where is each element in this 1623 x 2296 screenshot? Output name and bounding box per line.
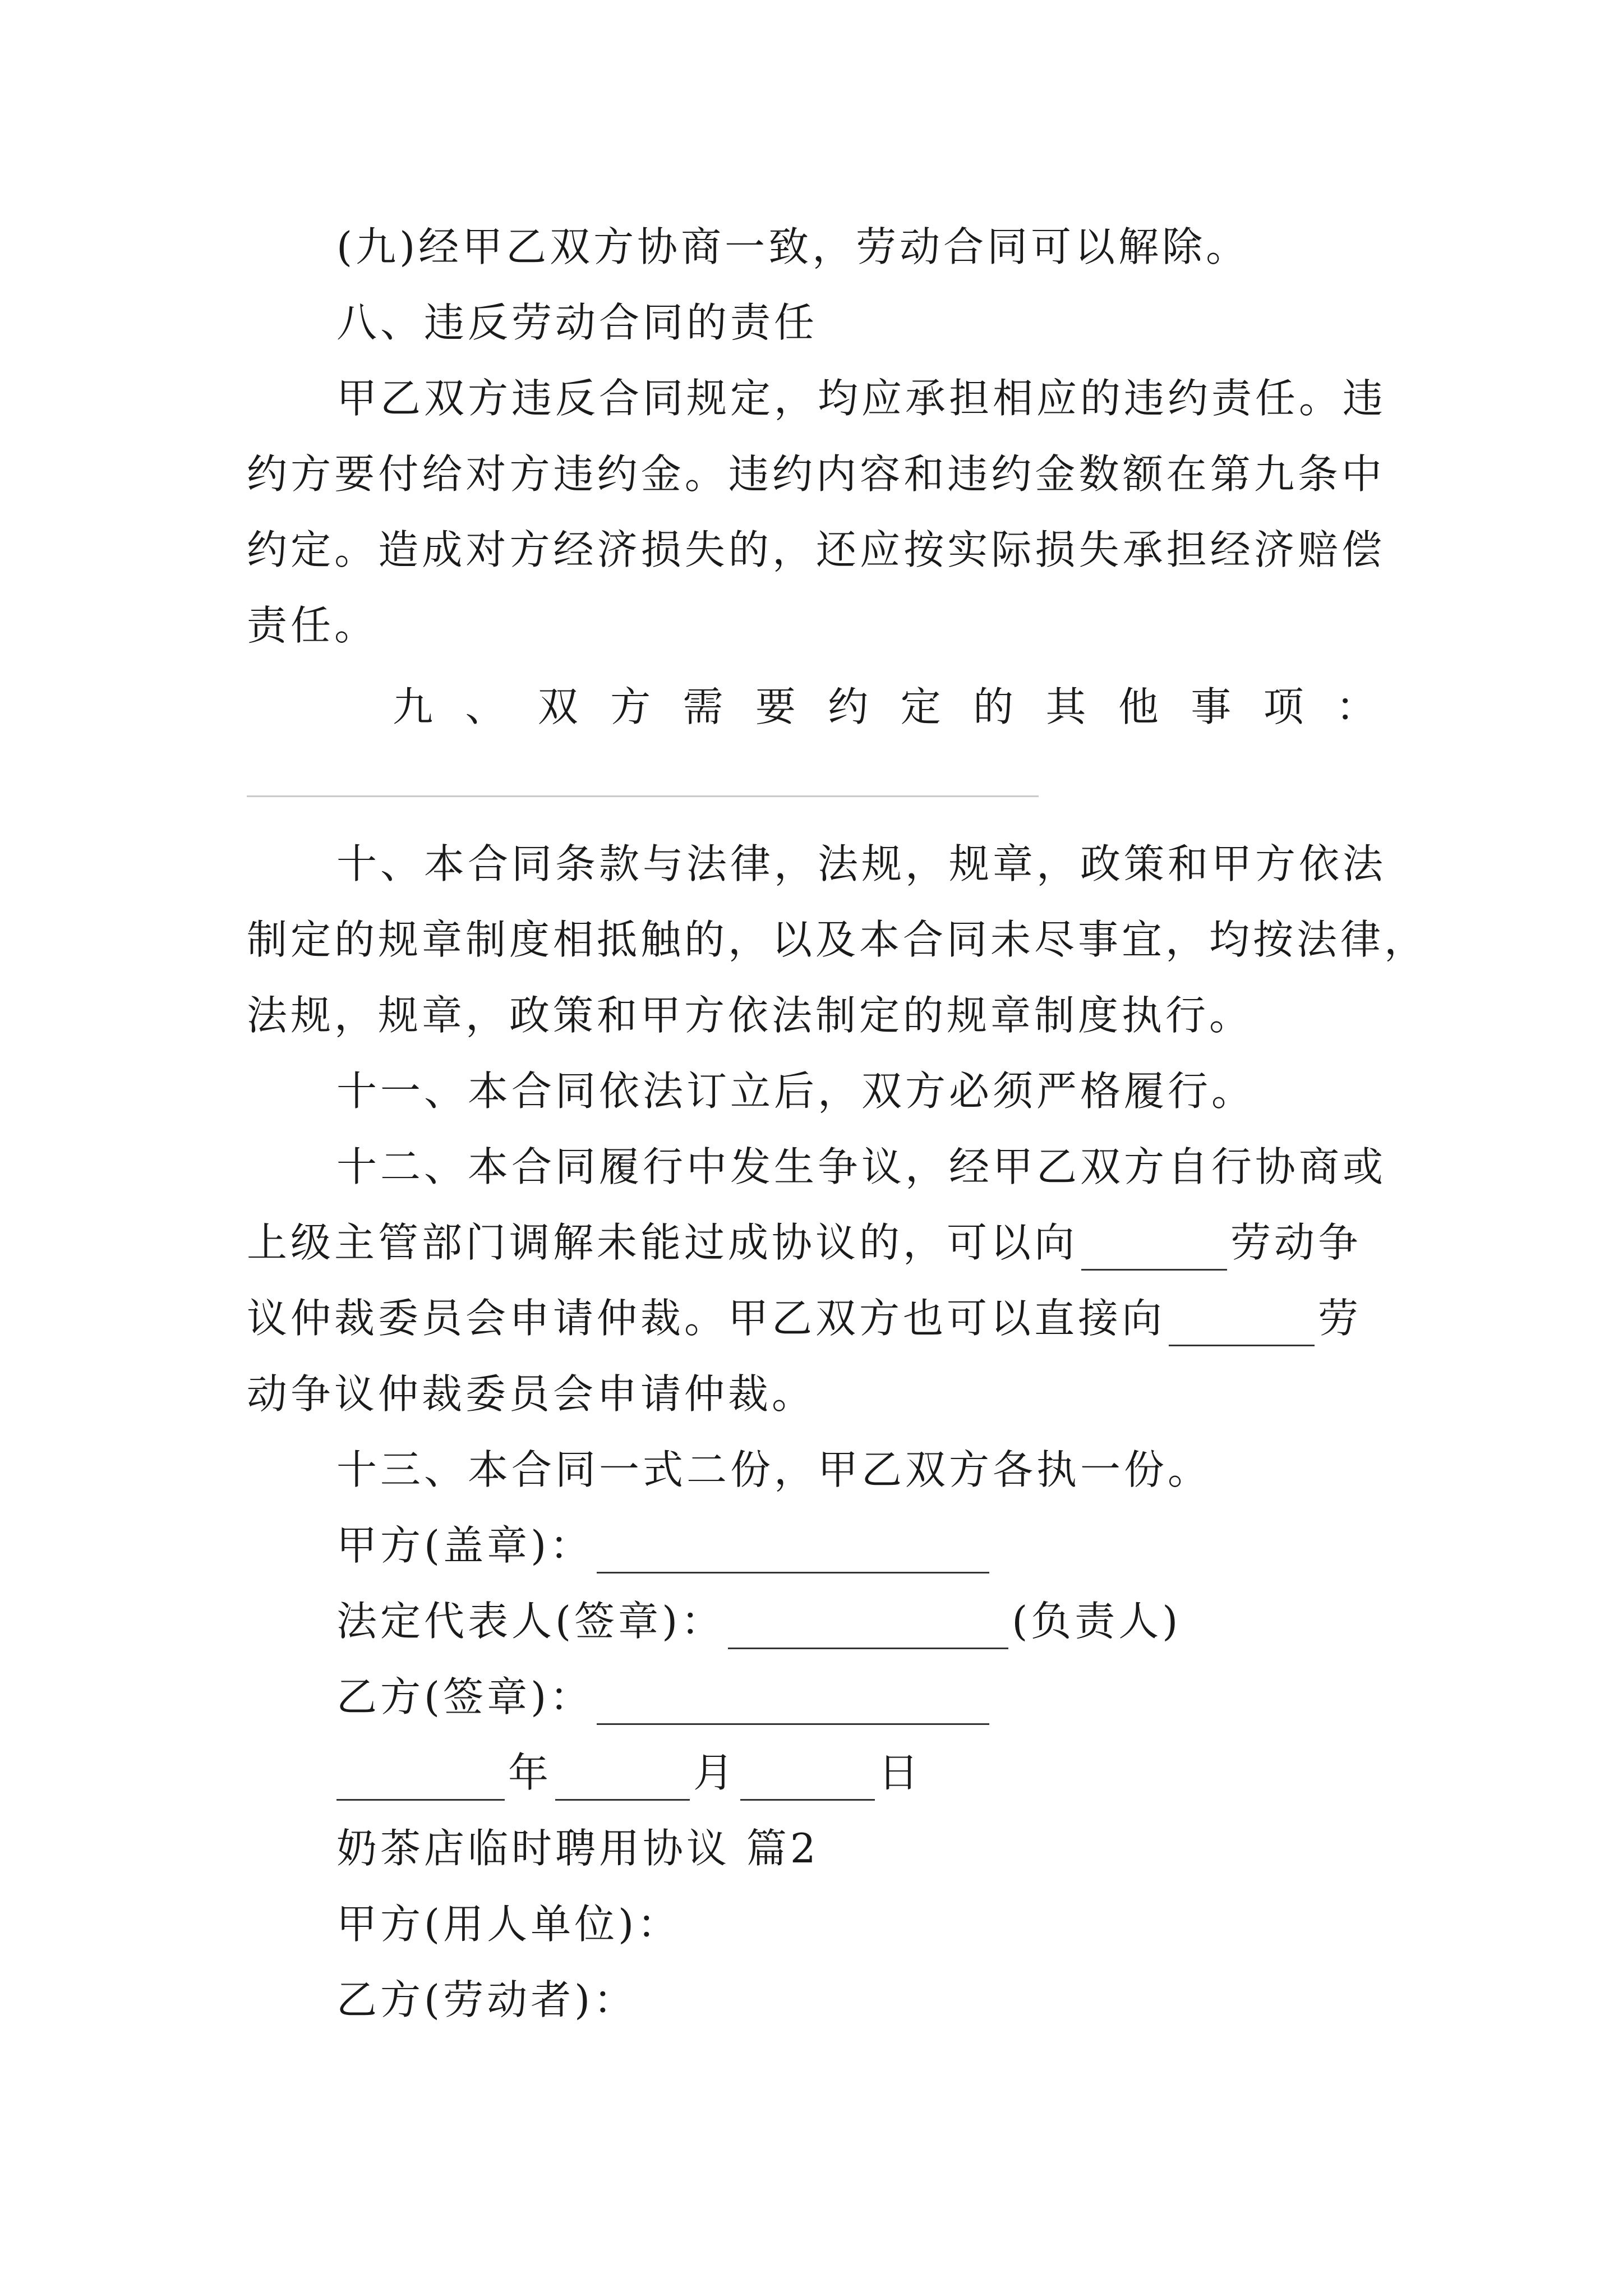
- day-label: 日: [878, 1749, 923, 1796]
- section-8-heading: 八、违反劳动合同的责任: [336, 299, 818, 346]
- paragraph-line: 法规，规章，政策和甲方依法制定的规章制度执行。: [247, 992, 1253, 1039]
- paragraph-line: [247, 1214, 1385, 1271]
- month-label: 月: [693, 1749, 737, 1796]
- blank-fill-rule: [247, 795, 1039, 797]
- paragraph-line: 责任。: [247, 602, 379, 649]
- paragraph-line: 十二、本合同履行中发生争议，经甲乙双方自行协商或: [336, 1143, 1387, 1190]
- signature-blank: [728, 1611, 1008, 1649]
- paragraph-line: 制定的规章制度相抵触的，以及本合同未尽事宜，均按法律，: [247, 916, 1428, 963]
- legal-rep-label: 法定代表人(签章)：: [336, 1598, 725, 1645]
- party-a-label: 甲方(盖章)：: [336, 1522, 594, 1569]
- paragraph-line: 动争议仲裁委员会申请仲裁。: [247, 1370, 816, 1418]
- party-b-label: 乙方(签章)：: [336, 1673, 594, 1720]
- year-label: 年: [508, 1749, 552, 1796]
- section-11: 十一、本合同依法订立后，双方必须严格履行。: [336, 1068, 1256, 1115]
- text-segment: 议仲裁委员会申请仲裁。甲乙双方也可以直接向: [247, 1295, 1166, 1342]
- month-blank: [555, 1762, 690, 1801]
- signature-blank: [597, 1535, 989, 1573]
- party-b-sign-line: [336, 1669, 1385, 1725]
- paragraph-line: 约方要付给对方违约金。违约内容和违约金数额在第九条中: [247, 450, 1385, 498]
- section-13: 十三、本合同一式二份，甲乙双方各执一份。: [336, 1446, 1212, 1493]
- date-line: [336, 1745, 1385, 1801]
- paragraph-line: 甲乙双方违反合同规定，均应承担相应的违约责任。违: [336, 375, 1387, 422]
- agreement-2-title: 奶茶店临时聘用协议 篇2: [336, 1825, 819, 1872]
- blank-field: [1081, 1232, 1227, 1271]
- party-b-worker: 乙方(劳动者)：: [336, 1976, 638, 2023]
- text-segment: 劳动争: [1230, 1219, 1362, 1266]
- paragraph-line: [247, 1290, 1385, 1346]
- paragraph-line: 约定。造成对方经济损失的，还应按实际损失承担经济赔偿: [247, 526, 1385, 573]
- paragraph-line: 十、本合同条款与法律，法规，规章，政策和甲方依法: [336, 840, 1387, 887]
- section-9-heading: 九、双方需要约定的其他事项：: [393, 683, 1380, 730]
- blank-field: [1169, 1308, 1315, 1346]
- text-segment: 劳: [1318, 1295, 1362, 1342]
- responsible-person-label: (负责人): [1012, 1598, 1182, 1645]
- signature-blank: [597, 1686, 989, 1725]
- clause-9-dissolution: (九)经甲乙双方协商一致，劳动合同可以解除。: [336, 223, 1250, 270]
- party-a-employer: 甲方(用人单位)：: [336, 1901, 681, 1948]
- day-blank: [740, 1762, 875, 1801]
- text-segment: 上级主管部门调解未能过成协议的，可以向: [247, 1219, 1078, 1266]
- year-blank: [336, 1762, 505, 1801]
- party-a-seal-line: [336, 1517, 1385, 1573]
- legal-rep-line: [336, 1593, 1385, 1649]
